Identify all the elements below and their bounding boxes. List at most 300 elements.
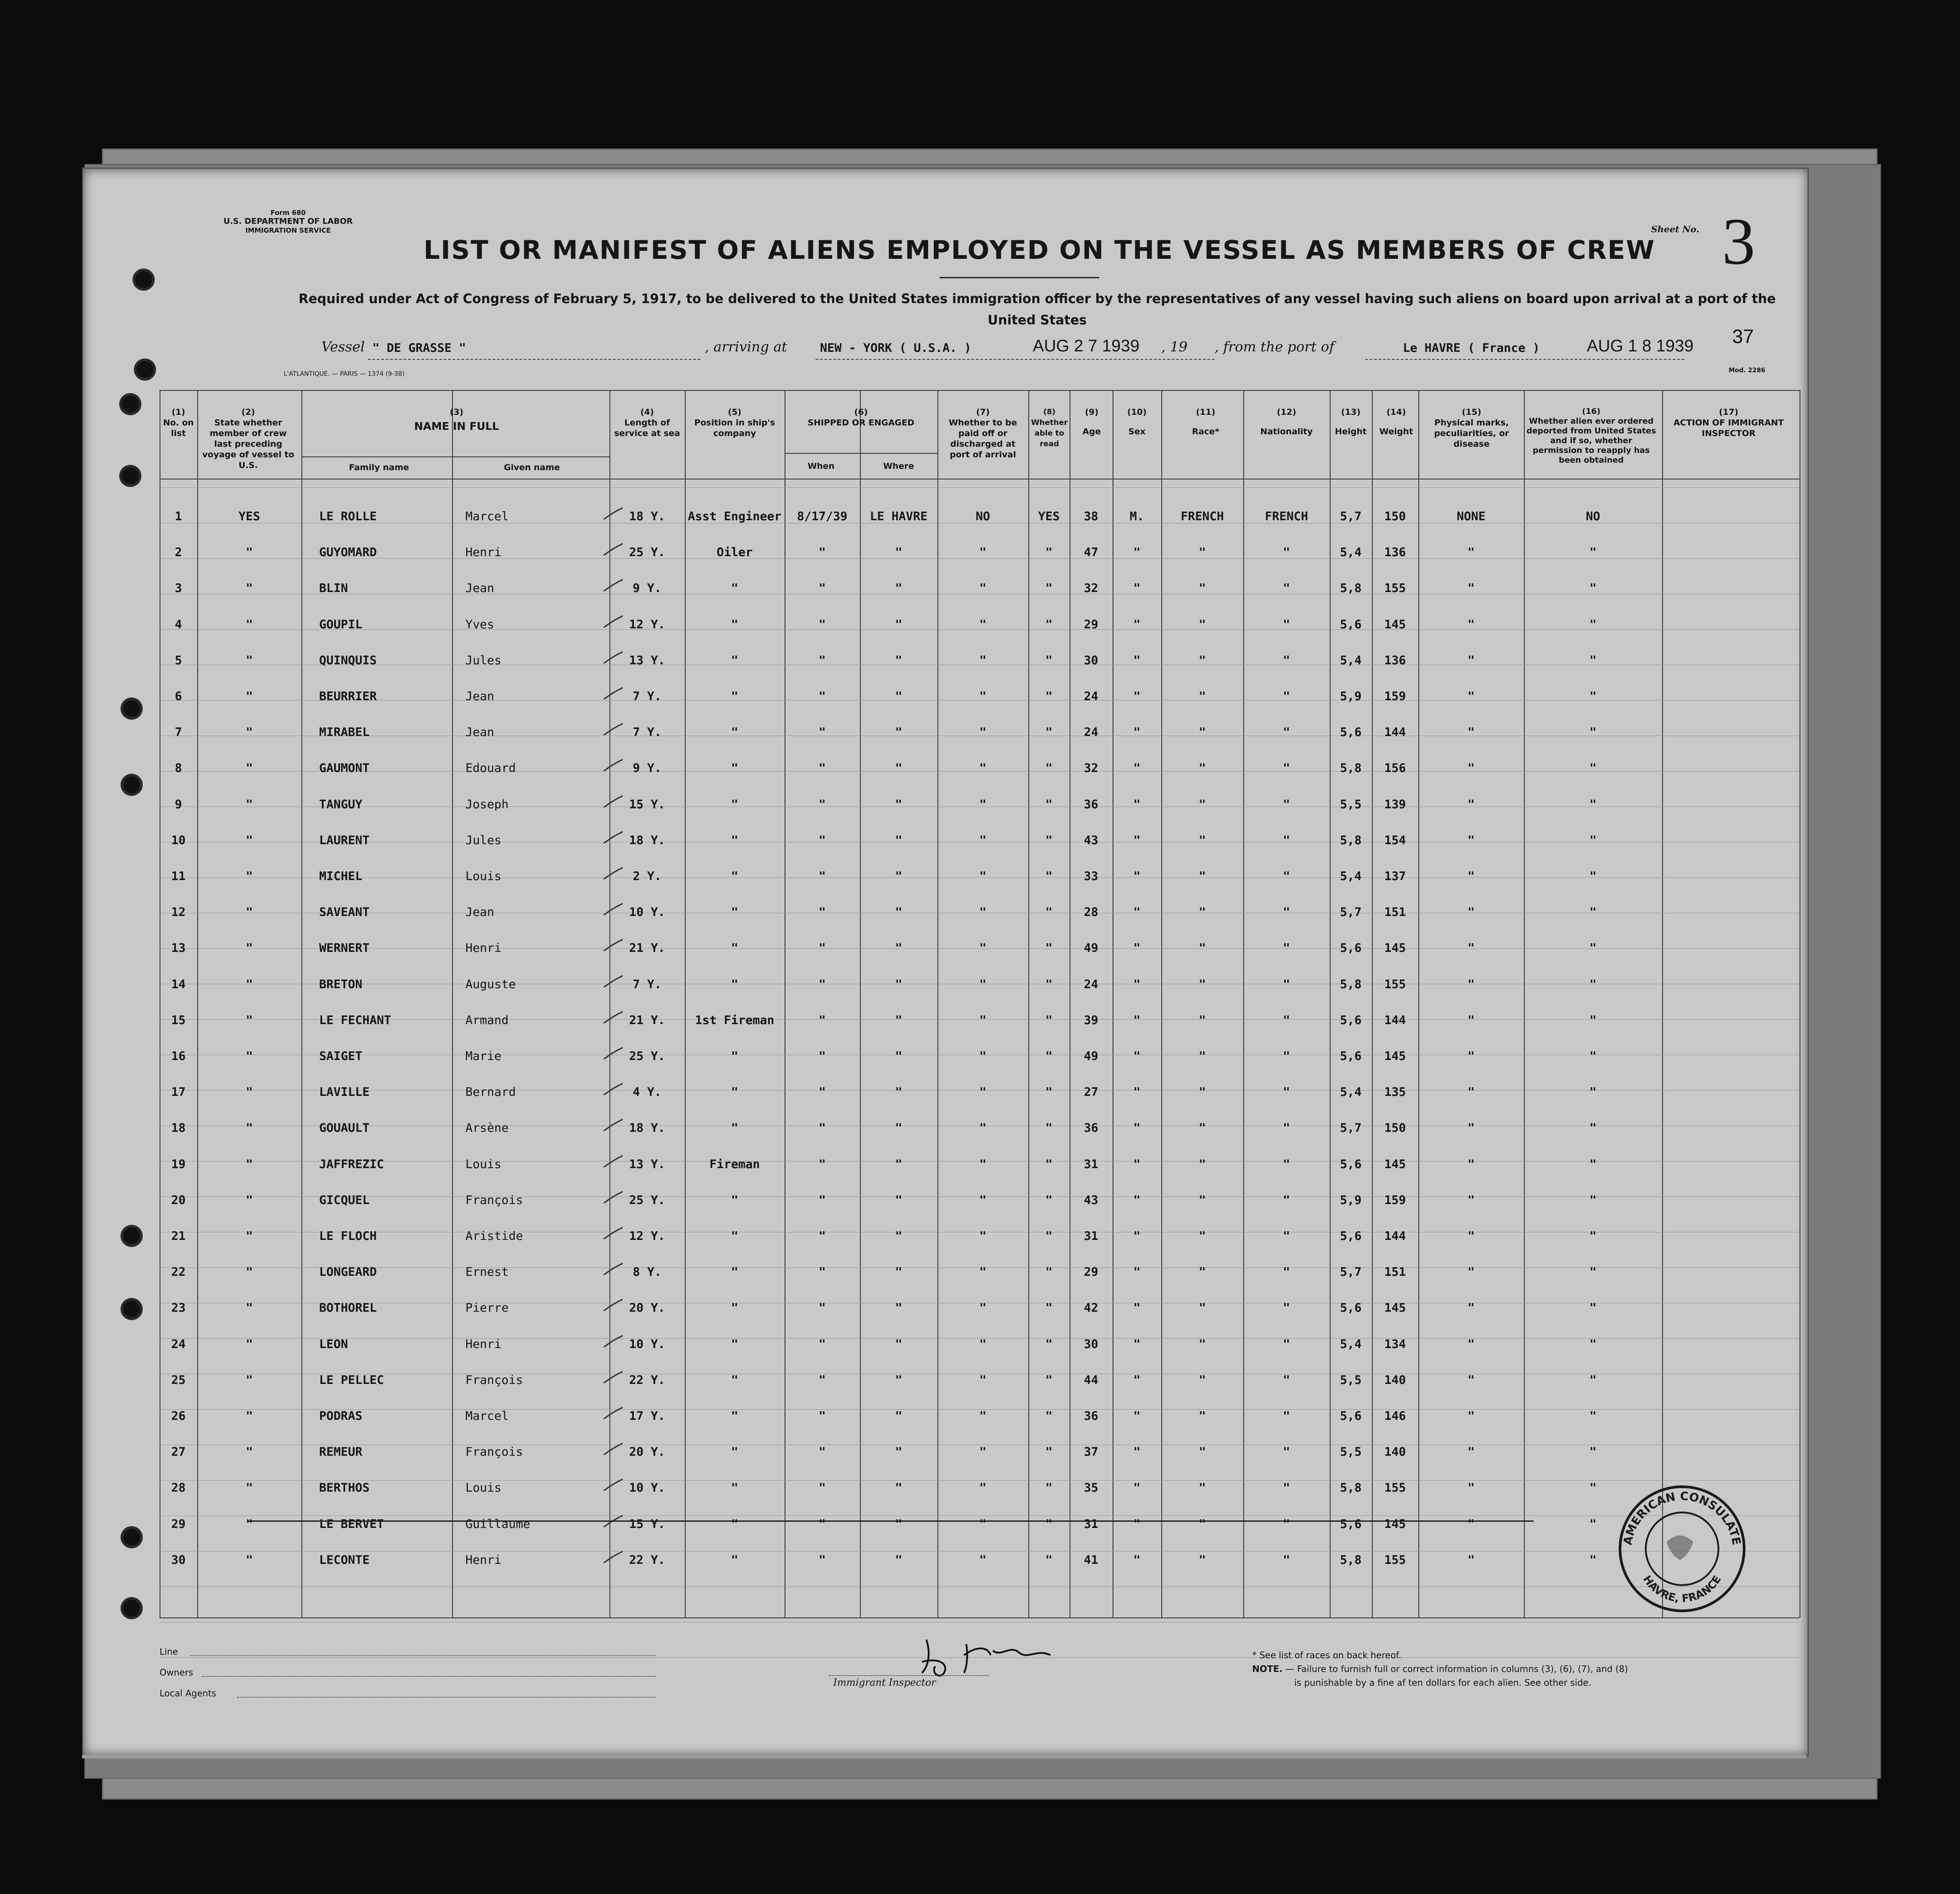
cell-family: WERNERT: [319, 941, 370, 955]
cell-given: François: [465, 1193, 523, 1207]
cell-paid: ": [979, 905, 987, 919]
cell-age: 29: [1084, 1265, 1098, 1279]
cell-read: ": [1045, 1409, 1053, 1423]
cell-height: 5,5: [1340, 1373, 1362, 1387]
cell-sex: ": [1133, 1121, 1141, 1135]
col12-header: [1245, 407, 1327, 437]
cell-given: Henri: [465, 941, 502, 955]
cell-race: ": [1199, 1409, 1206, 1423]
col1-label: No. on list: [163, 418, 194, 438]
departure-port: Le HAVRE ( France ): [1403, 341, 1540, 355]
cell-height: 5,6: [1340, 1517, 1362, 1531]
cell-service: 21 Y.: [629, 1013, 665, 1027]
cell-race: ": [1199, 725, 1206, 739]
cell-service: 13 Y.: [629, 654, 665, 667]
cell-paid: ": [979, 654, 987, 667]
cell-given: Marie: [465, 1049, 502, 1063]
cell-weight: 139: [1384, 798, 1406, 811]
cell-service: 18 Y.: [629, 834, 665, 847]
cell-age: 49: [1084, 1049, 1098, 1063]
cell-race: ": [1199, 1121, 1206, 1135]
table-bottom-border: [160, 1617, 1800, 1618]
cell-weight: 144: [1384, 725, 1406, 739]
cell-family: JAFFREZIC: [319, 1157, 384, 1171]
cell-where: ": [895, 690, 902, 703]
races-note: * See list of races on back hereof.: [1252, 1650, 1402, 1660]
pencil-tick-mark: [596, 1509, 623, 1527]
cell-height: 5,8: [1340, 581, 1362, 595]
cell-family: LAVILLE: [319, 1085, 370, 1099]
col6-header: [787, 407, 935, 428]
cell-family: BEURRIER: [319, 690, 377, 703]
cell-no: 17: [171, 1085, 186, 1099]
manifest-title: LIST OR MANIFEST OF ALIENS EMPLOYED ON THE VESSEL AS MEMBERS OF CREW: [423, 235, 1655, 265]
cell-sex: ": [1133, 618, 1141, 631]
cell-when: ": [818, 941, 826, 955]
cell-weight: 145: [1384, 941, 1406, 955]
cell-weight: 137: [1384, 869, 1406, 883]
col13-header: [1330, 407, 1372, 437]
cell-deported: ": [1589, 1481, 1597, 1495]
cell-position: ": [731, 581, 738, 595]
cell-sex: ": [1133, 1373, 1141, 1387]
cell-age: 42: [1084, 1301, 1098, 1315]
cell-paid: ": [979, 941, 987, 955]
col7-label: Whether to be paid off or discharged at port of arrival: [949, 418, 1017, 460]
cell-prev: ": [246, 618, 253, 631]
cell-marks: ": [1467, 1553, 1475, 1567]
cell-weight: 140: [1384, 1445, 1406, 1459]
cell-prev: ": [246, 1517, 253, 1531]
cell-family: MIRABEL: [319, 725, 370, 739]
column-divider: [1524, 390, 1525, 1617]
cell-race: ": [1199, 1301, 1206, 1315]
col12-label: Nationality: [1260, 427, 1313, 436]
pencil-tick-mark: [596, 1365, 623, 1383]
pencil-tick-mark: [596, 1545, 623, 1563]
cell-read: ": [1045, 618, 1053, 631]
cell-deported: ": [1589, 1445, 1597, 1459]
where-header: Where: [883, 461, 914, 471]
col15-label: Physical marks, peculiarities, or disease: [1434, 418, 1509, 449]
col10-label: Sex: [1128, 427, 1146, 436]
cell-position: ": [731, 978, 738, 991]
form-identification: [202, 208, 375, 235]
cell-height: 5,6: [1340, 1229, 1362, 1243]
cell-family: GICQUEL: [319, 1193, 370, 1207]
cell-nationality: ": [1283, 761, 1290, 775]
cell-service: 25 Y.: [629, 1049, 665, 1063]
vessel-underline: [368, 359, 700, 360]
cell-position: ": [731, 690, 738, 703]
cell-read: ": [1045, 1337, 1053, 1351]
cell-marks: ": [1467, 1229, 1475, 1243]
cell-paid: ": [979, 1121, 987, 1135]
cell-position: Asst Engineer: [687, 510, 782, 523]
when-header: When: [808, 461, 835, 471]
cell-height: 5,6: [1340, 1013, 1362, 1027]
cell-when: ": [818, 546, 826, 559]
cell-no: 19: [171, 1157, 186, 1171]
cell-paid: NO: [976, 510, 990, 523]
col9-number: (9): [1085, 407, 1099, 417]
cell-marks: ": [1467, 1517, 1475, 1531]
cell-read: ": [1045, 1445, 1053, 1459]
cell-deported: ": [1589, 798, 1597, 811]
cell-when: ": [818, 581, 826, 595]
cell-service: 25 Y.: [629, 546, 665, 559]
cell-position: ": [731, 905, 738, 919]
column-divider: [1243, 390, 1244, 1617]
cell-given: Bernard: [465, 1085, 516, 1099]
cell-race: ": [1199, 1049, 1206, 1063]
cell-paid: ": [979, 761, 987, 775]
cell-sex: ": [1133, 725, 1141, 739]
cell-nationality: ": [1283, 1013, 1290, 1027]
cell-nationality: ": [1283, 1229, 1290, 1243]
cell-nationality: ": [1283, 1409, 1290, 1423]
cell-age: 36: [1084, 1121, 1098, 1135]
cell-sex: ": [1133, 869, 1141, 883]
cell-deported: ": [1589, 1049, 1597, 1063]
cell-marks: ": [1467, 1301, 1475, 1315]
cell-nationality: ": [1283, 1265, 1290, 1279]
cell-paid: ": [979, 1517, 987, 1531]
arrival-underline: [816, 359, 1214, 360]
cell-when: ": [818, 1049, 826, 1063]
cell-service: 15 Y.: [629, 1517, 665, 1531]
cell-nationality: ": [1283, 1049, 1290, 1063]
cell-where: ": [895, 869, 902, 883]
cell-read: ": [1045, 1121, 1053, 1135]
cell-position: ": [731, 1301, 738, 1315]
cell-given: Aristide: [465, 1229, 523, 1243]
cell-prev: ": [246, 1265, 253, 1279]
cell-when: ": [818, 1409, 826, 1423]
col10-number: (10): [1127, 407, 1147, 417]
ruled-line: [160, 1586, 1800, 1587]
col5-label: Position in ship's company: [694, 418, 775, 438]
cell-height: 5,6: [1340, 1301, 1362, 1315]
cell-marks: ": [1467, 798, 1475, 811]
cell-paid: ": [979, 798, 987, 811]
cell-prev: ": [246, 1049, 253, 1063]
cell-family: LE BERVET: [319, 1517, 384, 1531]
year-label: , 19: [1161, 339, 1188, 355]
col17-label: ACTION OF IMMIGRANT INSPECTOR: [1673, 418, 1784, 438]
cell-service: 9 Y.: [633, 581, 662, 595]
col1-number: (1): [172, 407, 185, 417]
cell-position: ": [731, 654, 738, 667]
cell-height: 5,5: [1340, 1445, 1362, 1459]
cell-when: ": [818, 1229, 826, 1243]
cell-race: ": [1199, 581, 1206, 595]
column-divider: [301, 390, 302, 1617]
cell-when: ": [818, 1193, 826, 1207]
cell-sex: M.: [1129, 510, 1144, 523]
cell-given: Jean: [465, 905, 495, 919]
cell-height: 5,6: [1340, 1409, 1362, 1423]
pencil-tick-mark: [596, 1401, 623, 1419]
cell-race: ": [1199, 834, 1206, 847]
cell-race: ": [1199, 1013, 1206, 1027]
cell-family: GUYOMARD: [319, 546, 377, 559]
cell-position: ": [731, 941, 738, 955]
cell-given: Arsène: [465, 1121, 509, 1135]
cell-given: Henri: [465, 1553, 502, 1567]
cell-race: ": [1199, 1337, 1206, 1351]
cell-height: 5,5: [1340, 798, 1362, 811]
cell-paid: ": [979, 1301, 987, 1315]
pencil-tick-mark: [596, 646, 623, 663]
cell-age: 36: [1084, 798, 1098, 811]
cell-prev: ": [246, 1157, 253, 1171]
cell-sex: ": [1133, 798, 1141, 811]
cell-nationality: ": [1283, 1553, 1290, 1567]
cell-marks: ": [1467, 834, 1475, 847]
punch-hole: [122, 468, 139, 484]
cell-given: Jean: [465, 690, 495, 703]
cell-service: 22 Y.: [629, 1373, 665, 1387]
cell-race: ": [1199, 1157, 1206, 1171]
cell-read: ": [1045, 1553, 1053, 1567]
col14-label: Weight: [1379, 427, 1413, 436]
column-divider: [1662, 390, 1663, 1617]
cell-prev: ": [246, 1193, 253, 1207]
cell-family: LEON: [319, 1337, 348, 1351]
cell-weight: 145: [1384, 1157, 1406, 1171]
cell-weight: 145: [1384, 1049, 1406, 1063]
cell-position: ": [731, 834, 738, 847]
cell-where: ": [895, 1445, 902, 1459]
cell-marks: ": [1467, 761, 1475, 775]
arrival-port: NEW - YORK ( U.S.A. ): [820, 341, 972, 355]
punch-hole: [135, 271, 152, 288]
stamp-bottom-path: HAVRE, FRANCE: [1640, 1573, 1724, 1605]
cell-age: 44: [1084, 1373, 1098, 1387]
cell-no: 13: [171, 941, 186, 955]
cell-no: 11: [171, 869, 186, 883]
cell-read: ": [1045, 581, 1053, 595]
cell-position: ": [731, 1229, 738, 1243]
cell-where: ": [895, 1301, 902, 1315]
cell-marks: ": [1467, 1265, 1475, 1279]
cell-age: 30: [1084, 654, 1098, 667]
cell-given: François: [465, 1445, 523, 1459]
cell-given: Jules: [465, 834, 502, 847]
cell-deported: ": [1589, 725, 1597, 739]
form-number: Form 680: [270, 209, 306, 217]
cell-paid: ": [979, 690, 987, 703]
column-divider: [1330, 390, 1331, 1617]
col9-header: [1072, 407, 1112, 437]
cell-where: ": [895, 1121, 902, 1135]
cell-family: LECONTE: [319, 1553, 370, 1567]
cell-height: 5,6: [1340, 941, 1362, 955]
cell-weight: 145: [1384, 1517, 1406, 1531]
cell-when: ": [818, 1013, 826, 1027]
column-divider: [685, 390, 686, 1617]
cell-paid: ": [979, 1013, 987, 1027]
cell-when: ": [818, 725, 826, 739]
punch-hole: [123, 1529, 140, 1546]
cell-nationality: ": [1283, 905, 1290, 919]
col2-header: [199, 407, 297, 471]
cell-given: Ernest: [465, 1265, 509, 1279]
cell-height: 5,7: [1340, 1121, 1362, 1135]
cell-position: ": [731, 761, 738, 775]
printer-credit: L'ATLANTIQUE. — PARIS — 1374 (9-38): [284, 370, 405, 378]
cell-age: 38: [1084, 510, 1098, 523]
pencil-tick-mark: [596, 826, 623, 843]
cell-deported: ": [1589, 1409, 1597, 1423]
cell-sex: ": [1133, 905, 1141, 919]
punch-hole: [137, 361, 153, 378]
cell-where: ": [895, 905, 902, 919]
cell-where: ": [895, 1157, 902, 1171]
fine-note: [1252, 1662, 1628, 1676]
cell-marks: NONE: [1456, 510, 1486, 523]
page-bottom-edge: [82, 1755, 1806, 1758]
cell-weight: 159: [1384, 690, 1406, 703]
cell-given: Henri: [465, 1337, 502, 1351]
cell-sex: ": [1133, 1409, 1141, 1423]
pencil-tick-mark: [596, 1005, 623, 1023]
col6-label: SHIPPED OR ENGAGED: [808, 418, 914, 428]
cell-nationality: ": [1283, 1373, 1290, 1387]
cell-position: 1st Fireman: [695, 1013, 774, 1027]
cell-when: ": [818, 1517, 826, 1531]
cell-no: 7: [175, 725, 182, 739]
family-name-header: Family name: [349, 463, 409, 472]
cell-age: 33: [1084, 869, 1098, 883]
cell-read: ": [1045, 1481, 1053, 1495]
col10-header: [1115, 407, 1159, 437]
cell-paid: ": [979, 834, 987, 847]
inspector-signature-line: [829, 1675, 988, 1676]
cell-sex: ": [1133, 546, 1141, 559]
cell-read: ": [1045, 654, 1053, 667]
cell-given: Jean: [465, 581, 495, 595]
cell-given: Jules: [465, 654, 502, 667]
department-name: U.S. DEPARTMENT OF LABOR: [223, 217, 353, 226]
cell-service: 18 Y.: [629, 1121, 665, 1135]
cell-position: ": [731, 1049, 738, 1063]
cell-service: 4 Y.: [633, 1085, 662, 1099]
cell-when: ": [818, 834, 826, 847]
col3-label: NAME IN FULL: [414, 420, 499, 433]
cell-when: ": [818, 1085, 826, 1099]
cell-nationality: ": [1283, 1121, 1290, 1135]
col13-number: (13): [1341, 407, 1361, 417]
cell-paid: ": [979, 1229, 987, 1243]
cell-when: ": [818, 1157, 826, 1171]
cell-when: ": [818, 798, 826, 811]
pencil-tick-mark: [596, 1293, 623, 1311]
cell-service: 12 Y.: [629, 618, 665, 631]
pencil-tick-mark: [596, 753, 623, 771]
cell-family: BOTHOREL: [319, 1301, 377, 1315]
owners-field: [202, 1676, 656, 1677]
cell-weight: 151: [1384, 905, 1406, 919]
cell-weight: 144: [1384, 1013, 1406, 1027]
cell-paid: ": [979, 1481, 987, 1495]
cell-given: Marcel: [465, 510, 509, 523]
cell-where: ": [895, 1085, 902, 1099]
cell-read: ": [1045, 1265, 1053, 1279]
cell-deported: ": [1589, 1301, 1597, 1315]
cell-paid: ": [979, 581, 987, 595]
cell-read: ": [1045, 1157, 1053, 1171]
cell-prev: ": [246, 581, 253, 595]
fine-note-continued: is punishable by a fine af ten dollars for each alien. See other side.: [1294, 1677, 1591, 1688]
cell-marks: ": [1467, 581, 1475, 595]
cell-age: 41: [1084, 1553, 1098, 1567]
cell-marks: ": [1467, 1409, 1475, 1423]
from-port-label: , from the port of: [1214, 339, 1335, 355]
cell-position: ": [731, 1553, 738, 1567]
col17-number: (17): [1719, 407, 1738, 417]
cell-deported: ": [1589, 1085, 1597, 1099]
col8-header: [1031, 407, 1068, 449]
cell-nationality: ": [1283, 1445, 1290, 1459]
cell-service: 20 Y.: [629, 1301, 665, 1315]
cell-height: 5,7: [1340, 1265, 1362, 1279]
local-agents-field: [237, 1697, 656, 1698]
cell-nationality: ": [1283, 654, 1290, 667]
cell-read: YES: [1038, 510, 1060, 523]
cell-age: 29: [1084, 618, 1098, 631]
cell-position: ": [731, 1121, 738, 1135]
cell-prev: ": [246, 1229, 253, 1243]
sheet-number: 3: [1722, 205, 1755, 278]
cell-deported: ": [1589, 905, 1597, 919]
cell-prev: ": [246, 1481, 253, 1495]
cell-prev: ": [246, 1085, 253, 1099]
cell-marks: ": [1467, 654, 1475, 667]
cell-sex: ": [1133, 1445, 1141, 1459]
col11-number: (11): [1196, 407, 1215, 417]
cell-age: 24: [1084, 690, 1098, 703]
cell-deported: ": [1589, 1013, 1597, 1027]
cell-nationality: ": [1283, 725, 1290, 739]
cell-height: 5,7: [1340, 510, 1362, 523]
ruled-line: [160, 1480, 1800, 1481]
col16-header: [1525, 407, 1658, 465]
cell-marks: ": [1467, 618, 1475, 631]
cell-given: Henri: [465, 546, 502, 559]
cell-position: ": [731, 1193, 738, 1207]
cell-when: ": [818, 1553, 826, 1567]
cell-marks: ": [1467, 690, 1475, 703]
cell-deported: ": [1589, 1157, 1597, 1171]
pencil-tick-mark: [596, 1221, 623, 1239]
table-top-border: [160, 390, 1800, 391]
cell-family: LE FECHANT: [319, 1013, 391, 1027]
name-subheader-rule: [301, 456, 609, 457]
cell-prev: ": [246, 1409, 253, 1423]
cell-age: 32: [1084, 761, 1098, 775]
cell-marks: ": [1467, 1373, 1475, 1387]
cell-weight: 155: [1384, 978, 1406, 991]
cell-read: ": [1045, 798, 1053, 811]
cell-service: 7 Y.: [633, 725, 662, 739]
cell-weight: 156: [1384, 761, 1406, 775]
cell-when: ": [818, 690, 826, 703]
cell-where: ": [895, 1265, 902, 1279]
cell-sex: ": [1133, 834, 1141, 847]
cell-no: 4: [175, 618, 182, 631]
